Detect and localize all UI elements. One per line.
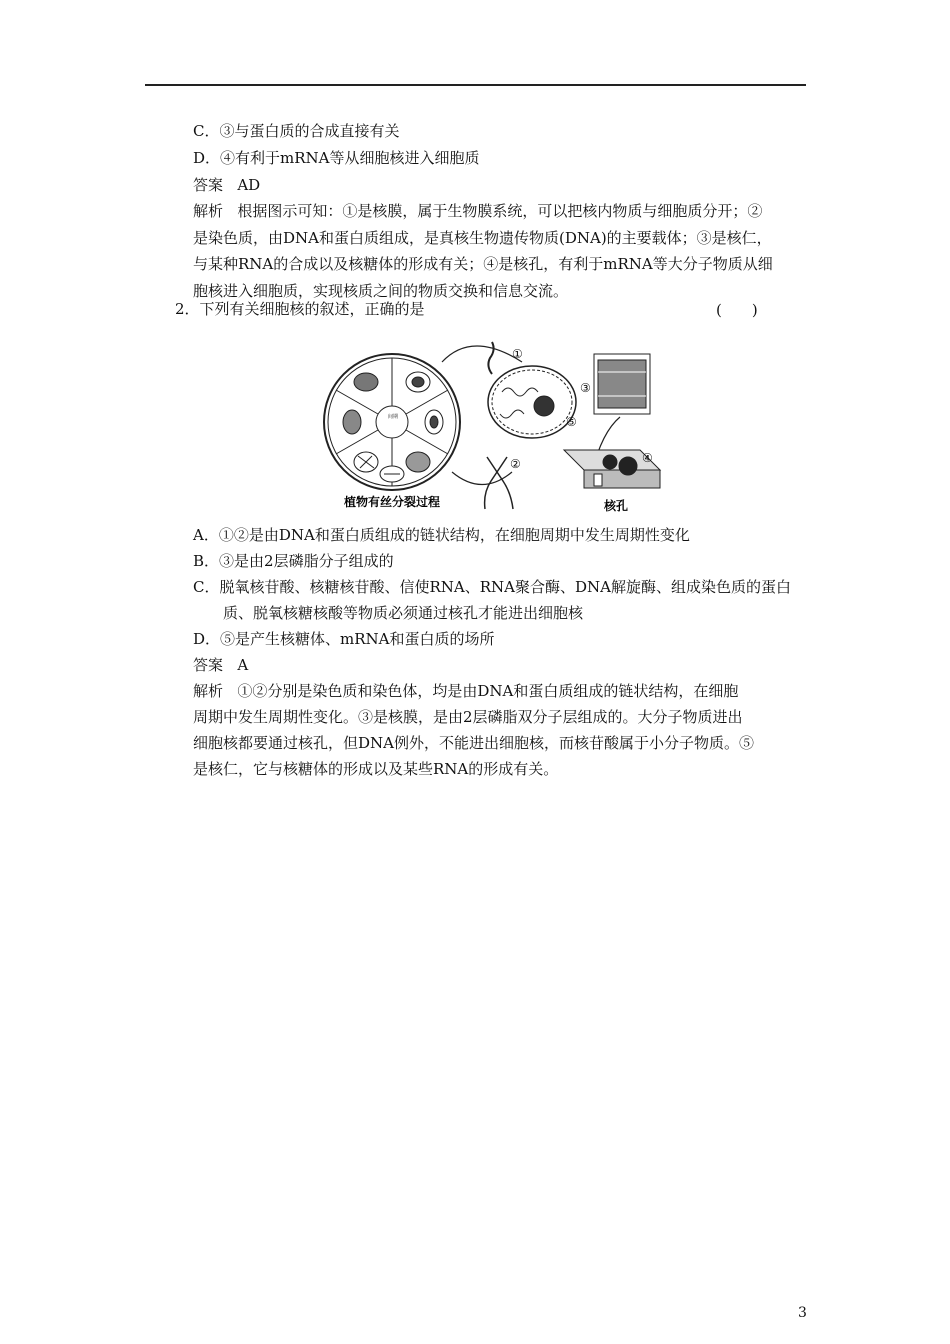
q2-option-c-line-1: C．脱氧核苷酸、核糖核苷酸、信使RNA、RNA聚合酶、DNA解旋酶、组成染色质的蛋白 [193,578,791,596]
marker-1: ① [512,347,523,361]
answer-label: 答案 [193,176,224,194]
page-number: 3 [798,1305,807,1321]
prev-analysis-line-3: 与某种RNA的合成以及核糖体的形成有关；④是核孔，有利于mRNA等大分子物质从细 [193,255,773,273]
mitosis-wheel [324,354,460,490]
q2-option-a: A．①②是由DNA和蛋白质组成的链状结构，在细胞周期中发生周期性变化 [193,526,690,544]
q2-option-b: B．③是由2层磷脂分子组成的 [193,552,394,570]
prev-analysis-line-4: 胞核进入细胞质，实现核质之间的物质交换和信息交流。 [193,282,569,300]
answer-label: 答案 [193,656,224,674]
answer-value: A [237,656,249,674]
figure-caption: 植物有丝分裂过程 [344,495,441,509]
q2-analysis-line-1 [193,681,738,701]
q2-option-c-line-2: 质、脱氧核糖核酸等物质必须通过核孔才能进出细胞核 [223,604,584,622]
q2-analysis-line-3: 细胞核都要通过核孔，但DNA例外，不能进出细胞核，而核苷酸属于小分子物质。⑤ [193,734,754,752]
marker-5: ⑤ [566,415,577,429]
marker-3: ③ [580,381,591,395]
q2-option-d: D．⑤是产生核糖体、mRNA和蛋白质的场所 [193,630,495,648]
analysis-label: 解析 [193,682,224,700]
answer-value: AD [237,176,261,194]
q2-answer [193,655,248,675]
marker-4: ④ [642,451,653,465]
question-2-stem: 2．下列有关细胞核的叙述，正确的是 [175,300,425,318]
nucleus-drawing [488,342,576,438]
q2-analysis-line-4: 是核仁，它与核糖体的形成以及某些RNA的形成有关。 [193,760,559,778]
prev-analysis-line-2: 是染色质，由DNA和蛋白质组成，是真核生物遗传物质(DNA)的主要载体；③是核仁， [193,229,772,247]
analysis-label: 解析 [193,202,224,220]
prev-option-c: C．③与蛋白质的合成直接有关 [193,122,400,140]
q2-analysis-line-2: 周期中发生周期性变化。③是核膜，是由2层磷脂双分子层组成的。大分子物质进出 [193,708,743,726]
answer-paren: ( ) [716,301,758,319]
marker-2: ② [510,457,521,471]
prev-option-d: D．④有利于mRNA等从细胞核进入细胞质 [193,149,480,167]
svg-text:间期: 间期 [388,414,399,420]
analysis-text: ①②分别是染色质和染色体，均是由DNA和蛋白质组成的链状结构，在细胞 [237,682,739,700]
membrane-drawing [594,354,650,414]
prev-analysis-line-1 [193,201,762,221]
prev-answer [193,175,260,195]
mitosis-nucleus-figure [322,322,662,512]
chromosome-drawing [485,457,513,509]
analysis-text: 根据图示可知：①是核膜，属于生物膜系统，可以把核内物质与细胞质分开；② [237,202,763,220]
header-rule [145,84,806,86]
nuclear-pore-label: 核孔 [604,499,629,512]
